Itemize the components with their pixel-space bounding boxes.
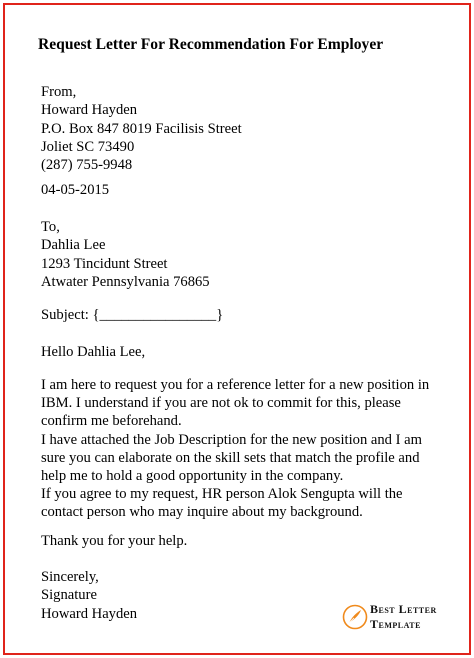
subject-block [41, 306, 223, 324]
sender-phone: (287) 755-9948 [41, 157, 133, 174]
sender-address-line2: Joliet SC 73490 [41, 138, 135, 155]
logo-line2: Template [370, 617, 421, 631]
thanks-block [41, 532, 187, 550]
sender-block [41, 83, 242, 174]
from-label: From, [41, 84, 77, 100]
recipient-address-line2: Atwater Pennsylvania 76865 [41, 273, 210, 290]
greeting-block [41, 343, 145, 361]
body-line: IBM. I understand if you are not ok to commit for this, please [41, 395, 401, 412]
sender-name: Howard Hayden [41, 102, 138, 119]
recipient-address-line1: 1293 Tincidunt Street [41, 255, 168, 272]
letter-title: Request Letter For Recommendation For Employer [38, 36, 384, 53]
subject-line: Subject: {________________} [41, 307, 224, 323]
body-line: contact person who may inquire about my background. [41, 504, 363, 521]
closing-name: Howard Hayden [41, 605, 138, 622]
closing-block [41, 568, 137, 623]
recipient-block [41, 218, 210, 291]
body-line: confirm me beforehand. [41, 413, 182, 430]
body-line: sure you can elaborate on the skill sets that match the profile and [41, 449, 420, 466]
quill-pen-icon [342, 604, 368, 630]
date-block [41, 181, 109, 199]
recipient-name: Dahlia Lee [41, 237, 106, 254]
logo-line1: Best Letter [370, 602, 437, 616]
letter-date: 04-05-2015 [41, 182, 110, 198]
body-line: I have attached the Job Description for the new position and I am [41, 431, 422, 448]
closing-sincerely: Sincerely, [41, 569, 99, 585]
body-line: If you agree to my request, HR person Alok Sengupta will the [41, 486, 403, 503]
best-letter-template-logo [342, 600, 447, 636]
body-line: help me to hold a good opportunity in the company. [41, 468, 344, 485]
sender-address-line1: P.O. Box 847 8019 Facilisis Street [41, 120, 242, 137]
letter-body [41, 376, 441, 522]
greeting: Hello Dahlia Lee, [41, 344, 146, 360]
logo-text [370, 602, 437, 632]
thanks-line: Thank you for your help. [41, 533, 188, 549]
to-label: To, [41, 219, 60, 235]
body-line: I am here to request you for a reference letter for a new position in [41, 377, 430, 393]
closing-signature: Signature [41, 587, 97, 604]
